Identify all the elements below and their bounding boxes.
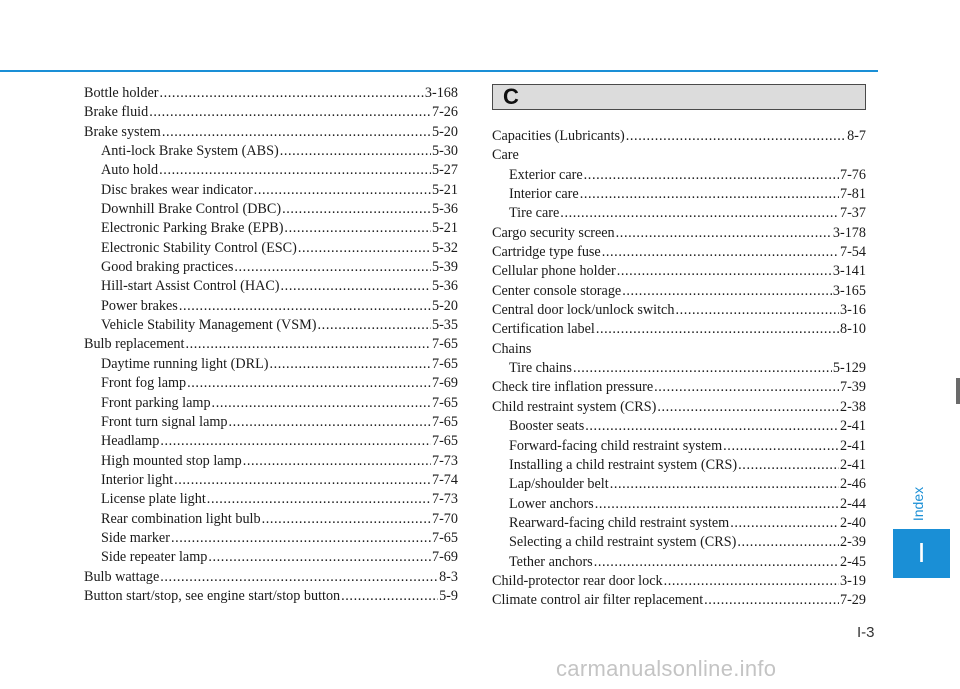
entry-label: Brake fluid <box>84 104 149 121</box>
entry-label: Button start/stop, see engine start/stop button <box>84 587 341 604</box>
dot-leader <box>738 456 839 475</box>
entry-page-ref: 2-41 <box>839 418 866 435</box>
index-entry[interactable] <box>84 335 458 354</box>
page-number: I-3 <box>857 624 875 641</box>
entry-page-ref: 2-39 <box>839 534 866 551</box>
entry-label: Lap/shoulder belt <box>509 476 609 493</box>
dot-leader <box>282 200 431 219</box>
entry-page-ref: 7-65 <box>431 394 458 411</box>
entry-label: Rear combination light bulb <box>101 510 261 527</box>
dot-leader <box>616 224 832 243</box>
entry-page-ref: 2-46 <box>839 476 866 493</box>
entry-label: Brake system <box>84 123 161 140</box>
index-subentry[interactable] <box>84 258 458 277</box>
entry-label: Forward-facing child restraint system <box>509 437 723 454</box>
index-subentry[interactable] <box>492 359 866 378</box>
dot-leader <box>174 471 431 490</box>
entry-page-ref: 7-69 <box>431 549 458 566</box>
entry-label: Vehicle Stability Management (VSM) <box>101 317 317 334</box>
entry-page-ref: 3-178 <box>832 224 866 241</box>
entry-page-ref: 2-40 <box>839 514 866 531</box>
entry-label: Capacities (Lubricants) <box>492 128 625 144</box>
entry-label: Front turn signal lamp <box>101 413 228 430</box>
entry-label: Installing a child restraint system (CRS) <box>509 456 738 473</box>
dot-leader <box>675 301 839 320</box>
entry-label: Downhill Brake Control (DBC) <box>101 201 282 218</box>
entry-label: Disc brakes wear indicator <box>101 181 253 198</box>
index-entry[interactable] <box>84 568 458 587</box>
entry-label: Cartridge type fuse <box>492 244 601 261</box>
dot-leader <box>657 398 839 417</box>
dot-leader <box>262 510 431 529</box>
index-subentry[interactable] <box>84 490 458 509</box>
entry-page-ref: 3-141 <box>832 263 866 280</box>
entry-page-ref: 3-16 <box>839 302 866 319</box>
entry-page-ref: 5-20 <box>431 123 458 140</box>
index-column-right <box>492 84 866 611</box>
entry-label: Lower anchors <box>509 495 594 512</box>
entry-label: Cargo security screen <box>492 224 615 241</box>
entry-label: Anti-lock Brake System (ABS) <box>101 143 279 160</box>
dot-leader <box>617 262 832 281</box>
dot-leader <box>654 378 839 397</box>
entry-label: Care <box>492 147 519 164</box>
index-subentry[interactable] <box>84 316 458 335</box>
dot-leader <box>626 127 846 146</box>
index-subentry[interactable] <box>84 200 458 219</box>
entry-label: Good braking practices <box>101 259 234 276</box>
entry-label: Headlamp <box>101 433 160 450</box>
entry-label: Child-protector rear door lock <box>492 572 663 589</box>
dot-leader <box>298 239 431 258</box>
entry-page-ref: 7-73 <box>431 491 458 508</box>
dot-leader <box>207 490 431 509</box>
entry-label: Side marker <box>101 529 170 546</box>
dot-leader <box>149 103 431 122</box>
dot-leader <box>280 142 431 161</box>
index-subentry[interactable] <box>492 166 866 185</box>
entry-label: Interior care <box>509 186 579 203</box>
index-entry[interactable] <box>492 127 866 146</box>
entry-page-ref: 7-76 <box>839 166 866 183</box>
entry-page-ref: 7-65 <box>431 355 458 372</box>
index-subentry[interactable] <box>492 495 866 514</box>
entry-label: Bottle holder <box>84 85 159 101</box>
index-entry[interactable] <box>492 572 866 591</box>
entry-page-ref: 5-30 <box>431 143 458 160</box>
index-subentry[interactable] <box>492 553 866 572</box>
index-entry[interactable] <box>492 282 866 301</box>
entry-page-ref: 5-129 <box>832 360 866 377</box>
index-entry[interactable] <box>492 320 866 339</box>
entry-label: Auto hold <box>101 162 159 179</box>
entry-page-ref: 8-3 <box>439 568 458 585</box>
index-subentry[interactable] <box>84 548 458 567</box>
index-entries-right <box>492 127 866 611</box>
index-entry[interactable] <box>492 262 866 281</box>
entry-page-ref: 5-35 <box>431 317 458 334</box>
entry-label: Exterior care <box>509 166 583 183</box>
entry-page-ref: 5-21 <box>431 220 458 237</box>
dot-leader <box>159 161 431 180</box>
dot-leader <box>171 529 431 548</box>
entry-label: Cellular phone holder <box>492 263 616 280</box>
index-subentry[interactable] <box>492 204 866 223</box>
index-subentry[interactable] <box>84 394 458 413</box>
entry-page-ref: 8-7 <box>847 128 866 144</box>
entry-page-ref: 7-74 <box>431 471 458 488</box>
entry-label: Tether anchors <box>509 553 593 570</box>
dot-leader <box>254 181 431 200</box>
entry-label: Electronic Parking Brake (EPB) <box>101 220 284 237</box>
index-subentry[interactable] <box>84 219 458 238</box>
entry-label: Climate control air filter replacement <box>492 592 704 609</box>
index-subentry[interactable] <box>84 181 458 200</box>
entry-label: Child restraint system (CRS) <box>492 398 657 415</box>
index-subentry[interactable] <box>84 452 458 471</box>
entry-page-ref: 7-70 <box>431 510 458 527</box>
entry-label: Side repeater lamp <box>101 549 208 566</box>
entry-page-ref: 7-65 <box>431 529 458 546</box>
entry-page-ref: 3-19 <box>839 572 866 589</box>
entry-page-ref: 5-36 <box>431 201 458 218</box>
dot-leader <box>580 185 839 204</box>
index-entry[interactable] <box>492 340 866 359</box>
dot-leader <box>229 413 431 432</box>
entry-page-ref: 2-38 <box>839 398 866 415</box>
dot-leader <box>602 243 839 262</box>
index-subentry[interactable] <box>84 432 458 451</box>
index-subentry[interactable] <box>492 437 866 456</box>
dot-leader <box>723 437 839 456</box>
entry-page-ref: 7-73 <box>431 452 458 469</box>
dot-leader <box>584 166 839 185</box>
index-entry[interactable] <box>492 591 866 610</box>
entry-page-ref: 7-54 <box>839 244 866 261</box>
entry-page-ref: 7-69 <box>431 375 458 392</box>
index-subentry[interactable] <box>492 533 866 552</box>
entry-page-ref: 5-36 <box>431 278 458 295</box>
index-subentry[interactable] <box>84 374 458 393</box>
dot-leader <box>187 374 431 393</box>
dot-leader <box>318 316 431 335</box>
dot-leader <box>585 417 839 436</box>
entry-page-ref: 7-65 <box>431 433 458 450</box>
entry-label: Booster seats <box>509 418 585 435</box>
dot-leader <box>179 297 431 316</box>
index-subentry[interactable] <box>84 161 458 180</box>
index-subentry[interactable] <box>492 456 866 475</box>
dot-leader <box>243 452 431 471</box>
index-column-left <box>84 84 458 606</box>
dot-leader <box>594 553 839 572</box>
entry-label: Check tire inflation pressure <box>492 379 654 396</box>
entry-page-ref: 5-20 <box>431 297 458 314</box>
dot-leader <box>212 394 431 413</box>
entry-label: Rearward-facing child restraint system <box>509 514 730 531</box>
dot-leader <box>560 204 839 223</box>
index-entry[interactable] <box>492 243 866 262</box>
entry-page-ref: 5-9 <box>439 587 458 604</box>
dot-leader <box>610 475 839 494</box>
entry-label: Bulb wattage <box>84 568 160 585</box>
index-subentry[interactable] <box>84 239 458 258</box>
index-entry[interactable] <box>492 146 866 165</box>
entry-page-ref: 2-41 <box>839 437 866 454</box>
entry-label: Tire chains <box>509 360 572 377</box>
index-entry[interactable] <box>84 123 458 142</box>
index-subentry[interactable] <box>84 510 458 529</box>
dot-leader <box>208 548 431 567</box>
entry-label: High mounted stop lamp <box>101 452 242 469</box>
entry-label: Tire care <box>509 205 560 222</box>
entry-label: Certification label <box>492 321 595 338</box>
section-letter: C <box>503 84 519 109</box>
index-entry[interactable] <box>492 398 866 417</box>
dot-leader <box>595 495 839 514</box>
dot-leader <box>664 572 839 591</box>
entry-page-ref: 8-10 <box>839 321 866 338</box>
entry-label: Interior light <box>101 471 174 488</box>
entry-label: Chains <box>492 340 532 357</box>
index-subentry[interactable] <box>84 297 458 316</box>
entry-label: Selecting a child restraint system (CRS) <box>509 534 737 551</box>
dot-leader <box>704 591 839 610</box>
watermark: carmanualsonline.info <box>556 656 777 681</box>
index-entry[interactable] <box>84 103 458 122</box>
dot-leader <box>730 514 839 533</box>
dot-leader <box>269 355 431 374</box>
dot-leader <box>160 568 438 587</box>
index-subentry[interactable] <box>492 475 866 494</box>
dot-leader <box>596 320 839 339</box>
entry-label: Central door lock/unlock switch <box>492 302 675 319</box>
entry-label: Center console storage <box>492 282 622 299</box>
dot-leader <box>162 123 431 142</box>
index-subentry[interactable] <box>84 277 458 296</box>
dot-leader <box>284 219 431 238</box>
entry-label: Hill-start Assist Control (HAC) <box>101 278 280 295</box>
index-subentry[interactable] <box>492 417 866 436</box>
index-entry[interactable] <box>84 587 458 606</box>
index-subentry[interactable] <box>84 142 458 161</box>
dot-leader <box>159 84 423 103</box>
entry-label: Daytime running light (DRL) <box>101 355 269 372</box>
entry-page-ref: 3-165 <box>832 282 866 299</box>
page-edge-marker <box>956 378 960 404</box>
section-header-c <box>492 84 866 110</box>
dot-leader <box>160 432 431 451</box>
entry-page-ref: 5-39 <box>431 259 458 276</box>
entry-page-ref: 5-32 <box>431 239 458 256</box>
dot-leader <box>281 277 431 296</box>
entry-page-ref: 7-26 <box>431 104 458 121</box>
index-entry[interactable] <box>84 84 458 103</box>
entry-page-ref: 2-45 <box>839 553 866 570</box>
dot-leader <box>185 335 431 354</box>
index-entry[interactable] <box>492 301 866 320</box>
entry-page-ref: 7-81 <box>839 186 866 203</box>
entry-label: Bulb replacement <box>84 336 185 353</box>
entry-page-ref: 5-27 <box>431 162 458 179</box>
entry-label: Front parking lamp <box>101 394 211 411</box>
index-entry[interactable] <box>492 378 866 397</box>
dot-leader <box>573 359 832 378</box>
entry-page-ref: 7-29 <box>839 592 866 609</box>
side-tab-letter: I <box>917 537 926 568</box>
entry-page-ref: 7-65 <box>431 413 458 430</box>
entry-label: License plate light <box>101 491 206 508</box>
index-side-word: Index <box>910 486 926 522</box>
entry-page-ref: 7-39 <box>839 379 866 396</box>
entry-label: Electronic Stability Control (ESC) <box>101 239 297 256</box>
index-subentry[interactable] <box>84 471 458 490</box>
entry-page-ref: 3-168 <box>424 85 458 101</box>
index-subentry[interactable] <box>84 413 458 432</box>
entry-label: Front fog lamp <box>101 375 187 392</box>
index-subentry[interactable] <box>492 185 866 204</box>
entry-page-ref: 7-65 <box>431 336 458 353</box>
index-side-label <box>903 484 933 524</box>
entry-label: Power brakes <box>101 297 178 314</box>
index-subentry[interactable] <box>84 529 458 548</box>
entry-page-ref: 5-21 <box>431 181 458 198</box>
entry-page-ref: 2-41 <box>839 456 866 473</box>
index-subentry[interactable] <box>492 514 866 533</box>
top-divider <box>0 70 878 72</box>
index-entry[interactable] <box>492 224 866 243</box>
entry-page-ref: 2-44 <box>839 495 866 512</box>
entry-page-ref: 7-37 <box>839 205 866 222</box>
dot-leader <box>341 587 438 606</box>
dot-leader <box>737 533 839 552</box>
dot-leader <box>622 282 832 301</box>
dot-leader <box>234 258 431 277</box>
index-side-tab[interactable] <box>893 529 950 578</box>
index-subentry[interactable] <box>84 355 458 374</box>
